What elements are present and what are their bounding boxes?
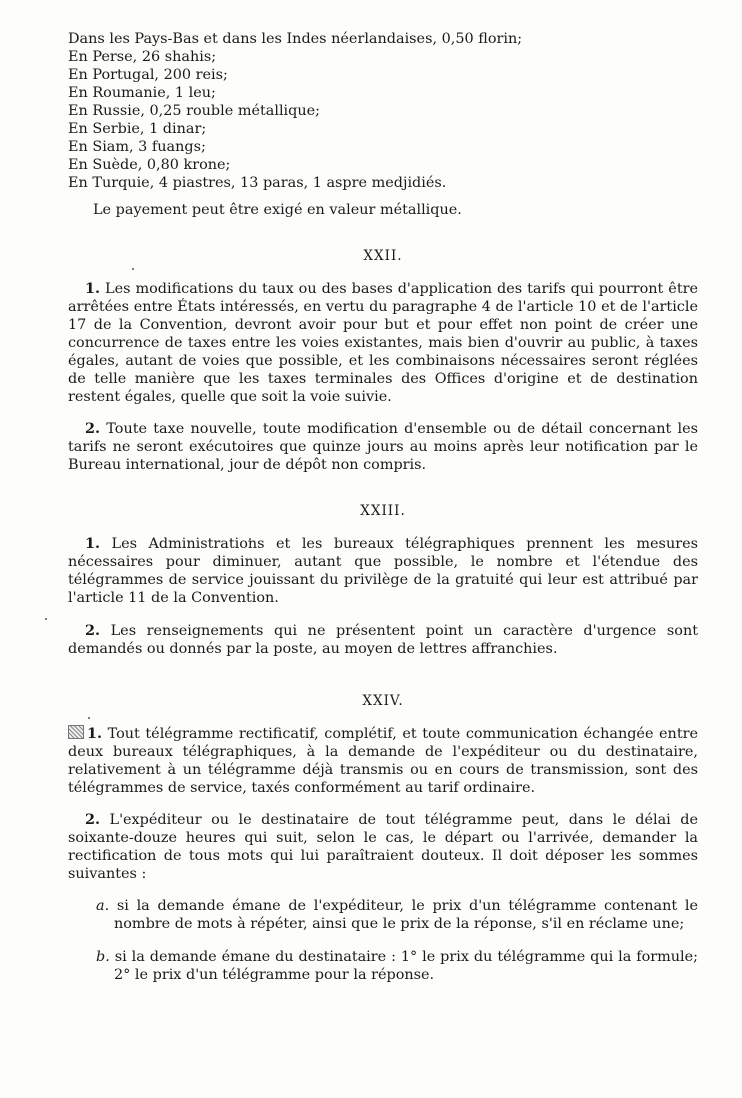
sub-item-letter: b. [96,948,110,965]
rate-line: En Turquie, 4 piastres, 13 paras, 1 aspre medjidiés. [68,175,447,191]
paragraph-number: 2. [85,811,101,829]
paragraph-number: 2. [85,621,101,639]
paragraph-number: 1. [87,724,103,742]
paragraph-text: Les Administrations et les bureaux télégraphiques prennent les mesures nécessaires pour diminuer, autant que possible, le nombre et l'étendue des télégrammes de service jouissant du privilège de la gratuité qui leur est attribué par l'article 11 de la Convention. [68,536,698,607]
rate-line: En Roumanie, 1 leu; [68,85,216,101]
rate-line: En Portugal, 200 reis; [68,67,228,83]
section-heading: XXIII. [360,503,406,520]
paragraph-number: 1. [85,280,101,297]
paragraph-text: Tout télégramme rectificatif, complétif, et toute communication échangée entre deux bureaux télégraphiques, à la demande de l'expéditeur ou du destinataire, relativement à un télégramme déjà transmis ou en cours de transmission, sont des télégrammes de service, taxés conformément au tarif ordinaire. [68,725,699,796]
paragraph-text: Les renseignements qui ne présentent point un caractère d'urgence sont demandés ou donnés par la poste, au moyen de lettres affranchies. [68,622,698,657]
scan-speck [45,618,47,620]
paragraph-text: L'expéditeur ou le destinataire de tout télégramme peut, dans le délai de soixante-douze heures qui suit, selon le cas, le départ ou l'arrivée, demander la rectification de tous mots qui lui paraîtraient douteux. Il doit déposer les sommes suivantes : [68,812,698,883]
sub-item-letter: a. [96,898,110,915]
rates-list [68,30,698,192]
paragraph-number: 1. [85,535,101,553]
article-paragraph [68,420,698,474]
article-paragraph [68,725,698,797]
rate-line: En Perse, 26 shahis; [68,49,217,65]
rate-line: En Siam, 3 fuangs; [68,139,206,155]
rate-line: En Suède, 0,80 krone; [68,157,231,173]
paragraph-number: 2. [85,420,101,438]
sub-item-text: si la demande émane de l'expéditeur, le prix d'un télégramme contenant le nombre de mots à répéter, ainsi que le prix de la réponse, s'il en réclame une; [114,898,699,933]
payment-note: Le payement peut être exigé en valeur métallique. [93,202,462,218]
section-heading: XXIV. [362,692,404,709]
paragraph-text: Toute taxe nouvelle, toute modification d'ensemble ou de détail concernant les tarifs ne seront exécutoires que quinze jours au moins après leur notification par le Bureau international, jour de dépôt non compris. [68,421,698,474]
document-body [68,30,698,992]
article-paragraph [68,535,698,607]
rate-line: En Russie, 0,25 rouble métallique; [68,103,320,119]
section-heading: XXII. [363,248,403,264]
article-paragraph [68,622,698,658]
rate-line: Dans les Pays-Bas et dans les Indes néerlandaises, 0,50 florin; [68,31,523,47]
stamp-mark-icon [68,725,84,739]
rate-line: En Serbie, 1 dinar; [68,121,207,137]
sub-item [68,897,698,933]
paragraph-text: Les modifications du taux ou des bases d'application des tarifs qui pourront être arrêtées entre États intéressés, en vertu du paragraphe 4 de l'article 10 et de l'article 17 de la Convention, devront avoir pour but et pour effet non point de créer une concurrence de taxes entre les voies existantes, mais bien d'ouvrir au public, à taxes égales, autant de voies que possible, et les combinaisons nécessaires seront réglées de telle manière que les taxes terminales des Offices d'origine et de destination restent égales, quelle que soit la voie suivie. [68,281,698,405]
article-paragraph [68,811,698,883]
sub-item-text: si la demande émane du destinataire : 1° le prix du télégramme qui la formule; 2° le prix d'un télégramme pour la réponse. [114,948,698,983]
article-paragraph [68,280,698,406]
sub-item [68,948,698,984]
